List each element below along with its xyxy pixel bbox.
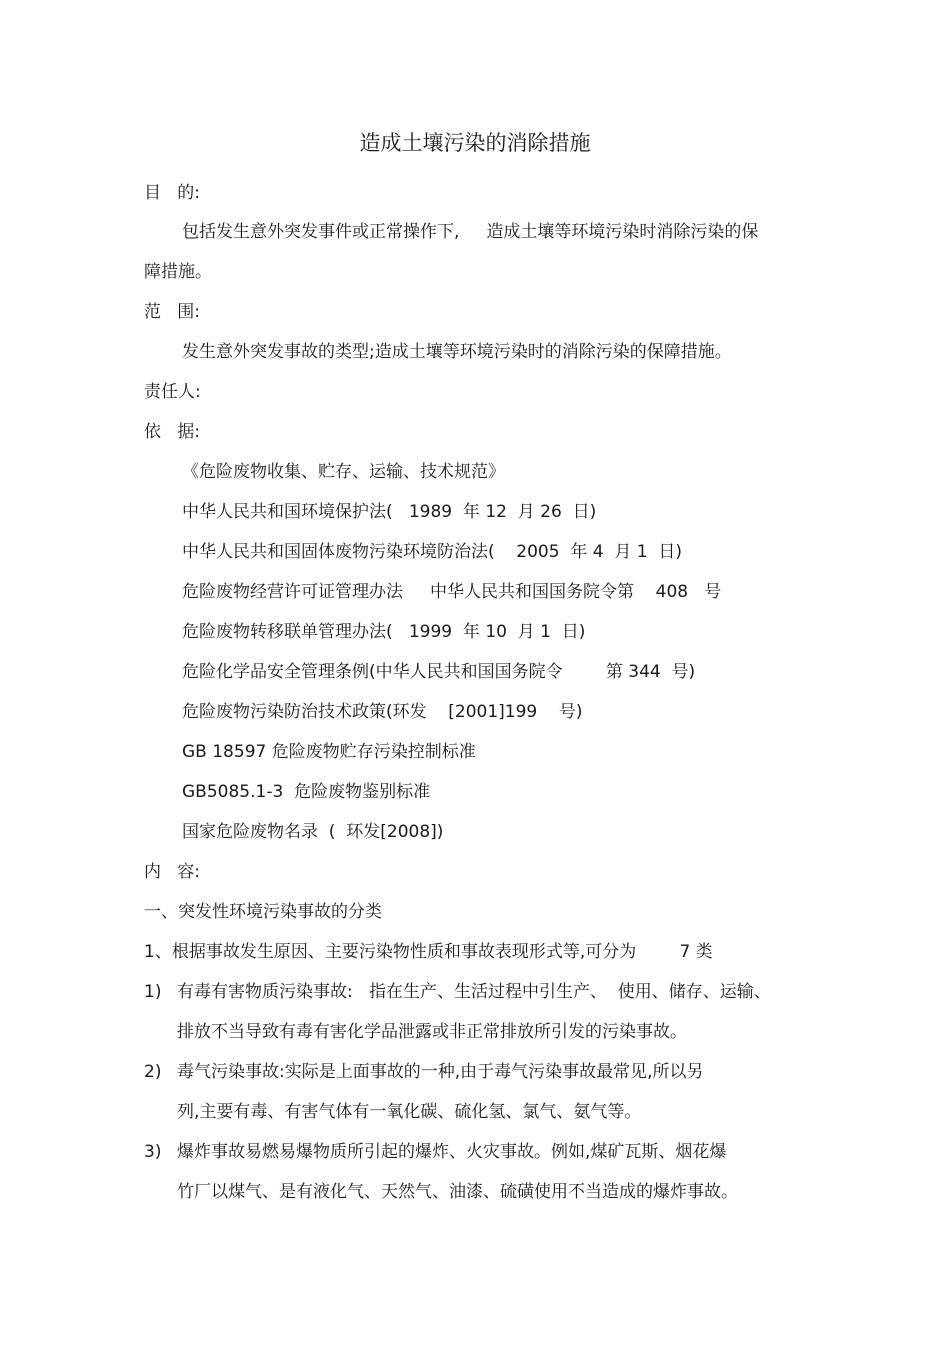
basis-item: 中华人民共和国固体废物污染环境防治法( 2005 年 4 月 1 日) <box>182 542 683 562</box>
item-text-line1: 毒气污染事故:实际是上面事故的一种,由于毒气污染事故最常见,所以另 <box>177 1062 704 1082</box>
basis-item: 危险废物经营许可证管理办法 中华人民共和国国务院令第 408 号 <box>182 582 722 602</box>
item-text-line2: 排放不当导致有毒有害化学品泄露或非正常排放所引发的污染事故。 <box>177 1022 687 1042</box>
item-number: 1) <box>144 982 162 1002</box>
basis-item: 《危险废物收集、贮存、运输、技术规范》 <box>182 462 505 482</box>
section1-heading: 一、突发性环境污染事故的分类 <box>144 902 382 922</box>
responsible-heading: 责任人: <box>144 382 201 402</box>
basis-item: GB5085.1-3 危险废物鉴别标准 <box>182 782 431 802</box>
basis-item: GB 18597 危险废物贮存污染控制标准 <box>182 742 476 762</box>
document-title: 造成土壤污染的消除措施 <box>359 131 591 155</box>
basis-item: 国家危险废物名录 ( 环发[2008]) <box>182 822 444 842</box>
basis-heading: 依 据: <box>144 422 200 442</box>
purpose-text-line1: 包括发生意外突发事件或正常操作下, 造成土壤等环境污染时消除污染的保 <box>182 222 759 242</box>
basis-item: 危险化学品安全管理条例(中华人民共和国国务院令 第 344 号) <box>182 662 696 682</box>
item-number: 2) <box>144 1062 162 1082</box>
basis-item: 中华人民共和国环境保护法( 1989 年 12 月 26 日) <box>182 502 597 522</box>
purpose-heading: 目 的: <box>144 183 200 203</box>
item-text-line1: 爆炸事故易燃易爆物质所引起的爆炸、火灾事故。例如,煤矿瓦斯、烟花爆 <box>177 1142 727 1162</box>
item-text-line2: 竹厂以煤气、是有液化气、天然气、油漆、硫磺使用不当造成的爆炸事故。 <box>177 1182 738 1202</box>
basis-item: 危险废物转移联单管理办法( 1999 年 10 月 1 日) <box>182 622 586 642</box>
purpose-text-line2: 障措施。 <box>144 262 212 282</box>
content-heading: 内 容: <box>144 862 200 882</box>
item-number: 3) <box>144 1142 162 1162</box>
scope-heading: 范 围: <box>144 302 200 322</box>
item-text-line1: 有毒有害物质污染事故: 指在生产、生活过程中引生产、 使用、储存、运输、 <box>177 982 771 1002</box>
basis-item: 危险废物污染防治技术政策(环发 [2001]199 号) <box>182 702 583 722</box>
item-text-line2: 列,主要有毒、有害气体有一氧化碳、硫化氢、氯气、氨气等。 <box>177 1102 642 1122</box>
scope-text: 发生意外突发事故的类型;造成土壤等环境污染时的消除污染的保障措施。 <box>182 342 732 362</box>
section1-intro: 1、根据事故发生原因、主要污染物性质和事故表现形式等,可分为 7 类 <box>144 942 713 962</box>
